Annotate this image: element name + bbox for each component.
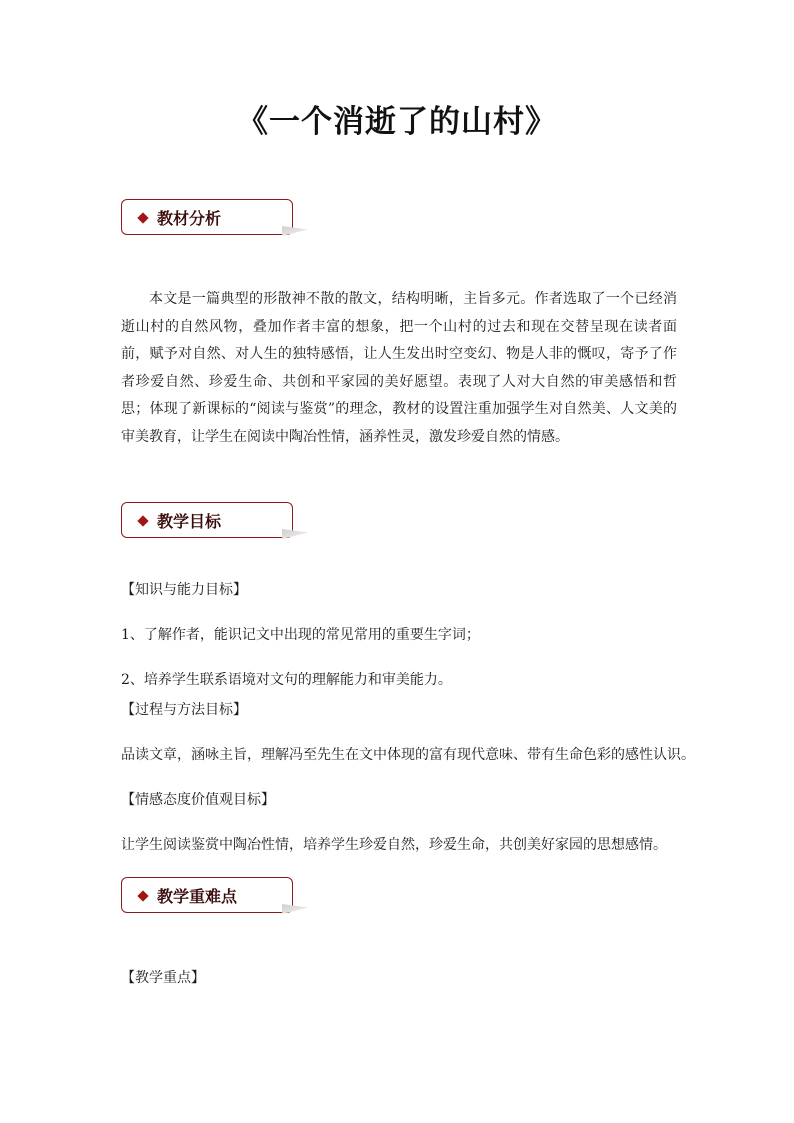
- section-label: 教学重难点: [157, 887, 238, 906]
- analysis-paragraph: 本文是一篇典型的形散神不散的散文，结构明晰，主旨多元。作者选取了一个已经消逝山村的自然风物，叠加作者丰富的想象，把一个山村的过去和现在交替呈现在读者面前，赋予对自然、对人生的独特感悟，让人生发出时空变幻、物是人非的慨叹，寄予了作者珍爱自然、珍爱生命、共创和平家园的美好愿望。表现了人对大自然的审美感悟和哲思；体现了新课标的“阅读与鉴赏”的理念，教材的设置注重加强学生对自然美、人文美的审美教育，让学生在阅读中陶冶性情，涵养性灵，激发珍爱自然的情感。: [121, 291, 677, 445]
- diamond-bullet-icon: [137, 890, 148, 901]
- section-label: 教学目标: [157, 512, 222, 531]
- knowledge-item-2: 2、培养学生联系语境对文句的理解能力和审美能力。: [121, 672, 452, 688]
- focus-heading: 【教学重点】: [121, 970, 205, 986]
- emotion-text: 让学生阅读鉴赏中陶冶性情，培养学生珍爱自然，珍爱生命，共创美好家园的思想感情。: [121, 837, 667, 853]
- section-header-keypoints: [121, 877, 293, 913]
- box-shadow-decoration: [282, 529, 308, 539]
- knowledge-heading: 【知识与能力目标】: [121, 582, 247, 598]
- process-heading: 【过程与方法目标】: [121, 702, 247, 718]
- diamond-bullet-icon: [137, 515, 148, 526]
- page-title: 《一个消逝了的山村》: [237, 104, 557, 140]
- section-label: 教材分析: [157, 209, 222, 228]
- box-shadow-decoration: [282, 226, 308, 236]
- section-header-analysis: [121, 199, 293, 235]
- process-text: 品读文章，涵咏主旨，理解冯至先生在文中体现的富有现代意味、带有生命色彩的感性认识。: [121, 747, 695, 763]
- knowledge-item-1: 1、了解作者，能识记文中出现的常见常用的重要生字词；: [121, 627, 480, 643]
- emotion-heading: 【情感态度价值观目标】: [121, 792, 275, 808]
- diamond-bullet-icon: [137, 212, 148, 223]
- box-shadow-decoration: [282, 904, 308, 914]
- section-header-goals: [121, 502, 293, 538]
